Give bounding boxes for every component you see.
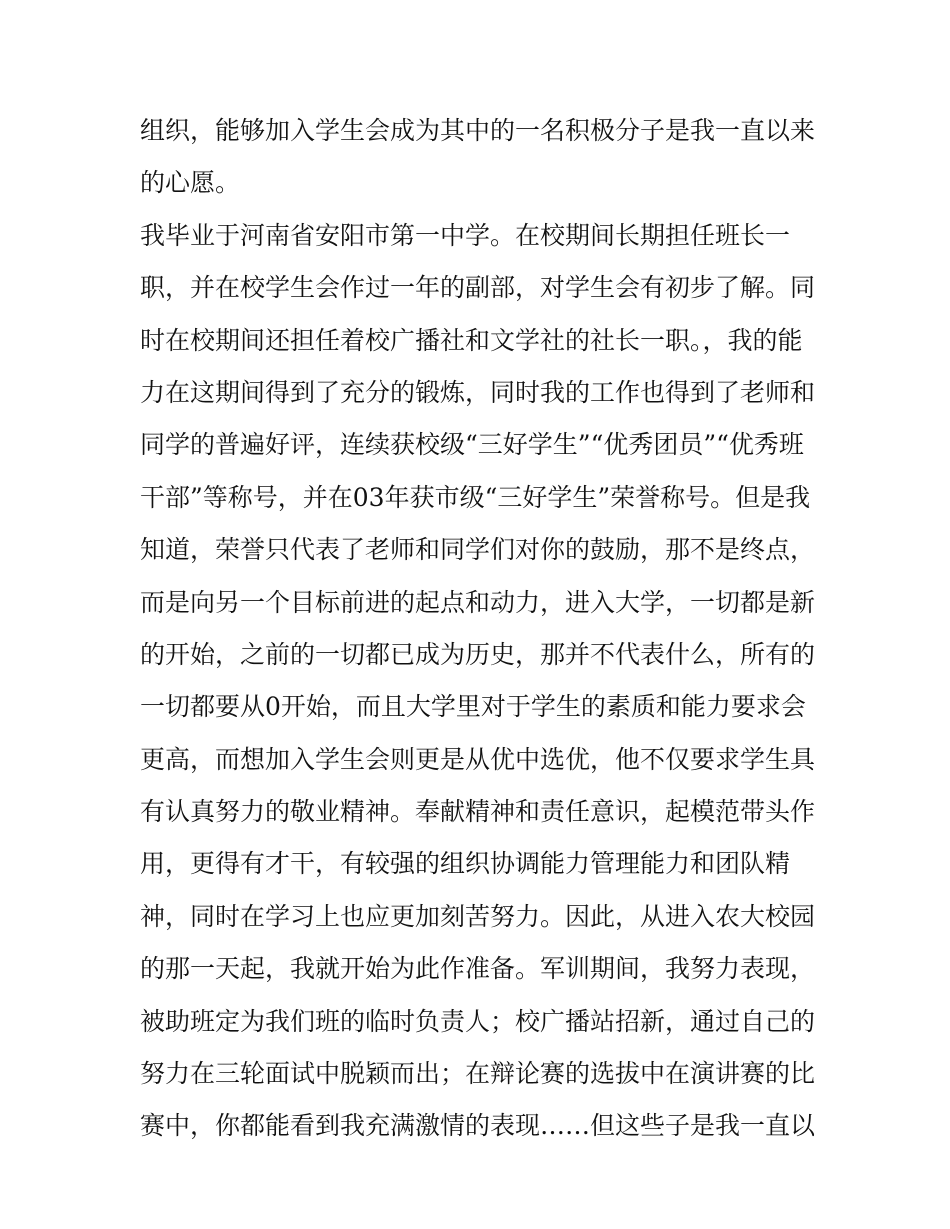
text-line: 组织，能够加入学生会成为其中的一名积极分子是我一直以来 bbox=[140, 116, 816, 145]
text-line: 我毕业于河南省安阳市第一中学。在校期间长期担任班长一 bbox=[140, 220, 791, 250]
text-line: 的那一天起，我就开始为此作准备。军训期间，我努力表现， bbox=[140, 954, 816, 984]
text-line: 同学的普遍好评，连续获校级“三好学生”“优秀团员”“优秀班 bbox=[140, 430, 804, 460]
text-line: 更高，而想加入学生会则更是从优中选优，他不仅要求学生具 bbox=[140, 744, 816, 774]
text-line: 赛中，你都能看到我充满激情的表现……但这些子是我一直以 bbox=[140, 1111, 816, 1141]
body-text bbox=[140, 105, 820, 1153]
text-line: 一切都要从0开始，而且大学里对于学生的素质和能力要求会 bbox=[140, 692, 806, 722]
text-line: 职，并在校学生会作过一年的副部，对学生会有初步了解。同 bbox=[140, 273, 816, 303]
text-line: 而是向另一个目标前进的起点和动力，进入大学，一切都是新 bbox=[140, 587, 816, 617]
text-line: 被助班定为我们班的临时负责人；校广播站招新，通过自己的 bbox=[140, 1006, 816, 1036]
text-line: 用，更得有才干，有较强的组织协调能力管理能力和团队精 bbox=[140, 849, 791, 879]
text-line: 的心愿。 bbox=[140, 168, 241, 198]
text-line: 有认真努力的敬业精神。奉献精神和责任意识，起模范带头作 bbox=[140, 797, 816, 827]
text-line: 时在校期间还担任着校广播社和文学社的社长一职。，我的能 bbox=[140, 325, 803, 355]
text-line: 力在这期间得到了充分的锻炼，同时我的工作也得到了老师和 bbox=[140, 377, 816, 407]
text-line: 的开始，之前的一切都已成为历史，那并不代表什么，所有的 bbox=[140, 639, 816, 669]
text-line: 知道，荣誉只代表了老师和同学们对你的鼓励，那不是终点， bbox=[140, 535, 816, 565]
text-line: 努力在三轮面试中脱颖而出；在辩论赛的选拔中在演讲赛的比 bbox=[140, 1059, 816, 1089]
text-line: 干部”等称号，并在03年获市级“三好学生”荣誉称号。但是我 bbox=[140, 482, 811, 512]
text-line: 神，同时在学习上也应更加刻苦努力。因此，从进入农大校园 bbox=[140, 901, 816, 931]
